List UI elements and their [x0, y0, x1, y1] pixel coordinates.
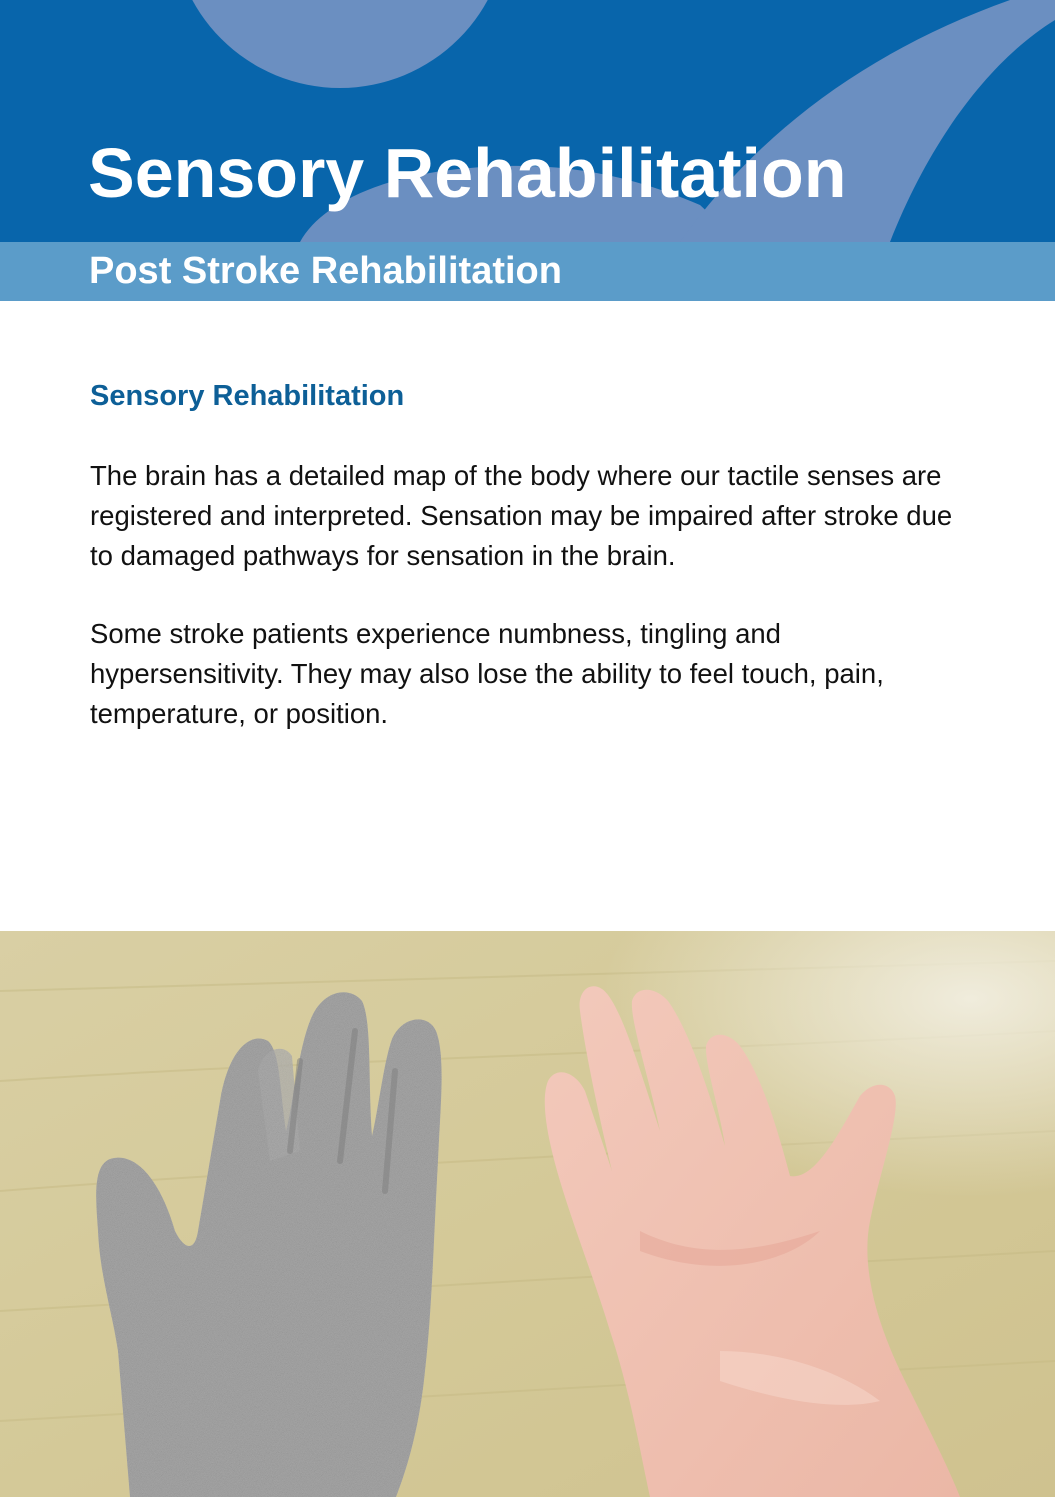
main-content: [90, 376, 970, 772]
header-banner: [0, 0, 1055, 242]
hands-illustration: [0, 931, 1055, 1497]
page-subtitle: Post Stroke Rehabilitation: [89, 250, 562, 292]
section-heading: Sensory Rehabilitation: [90, 380, 405, 412]
hands-photo: [0, 931, 1055, 1497]
page-title: Sensory Rehabilitation: [88, 134, 847, 212]
paragraph-symptoms: Some stroke patients experience numbness, tingling and hypersensitivity. They may also lose the ability to feel touch, pain, temperature, or position.: [90, 618, 884, 729]
paragraph-brain-map: The brain has a detailed map of the body where our tactile senses are registered and interpreted. Sensation may be impaired after stroke due to damaged pathways for sensation in the brain.: [90, 460, 953, 571]
